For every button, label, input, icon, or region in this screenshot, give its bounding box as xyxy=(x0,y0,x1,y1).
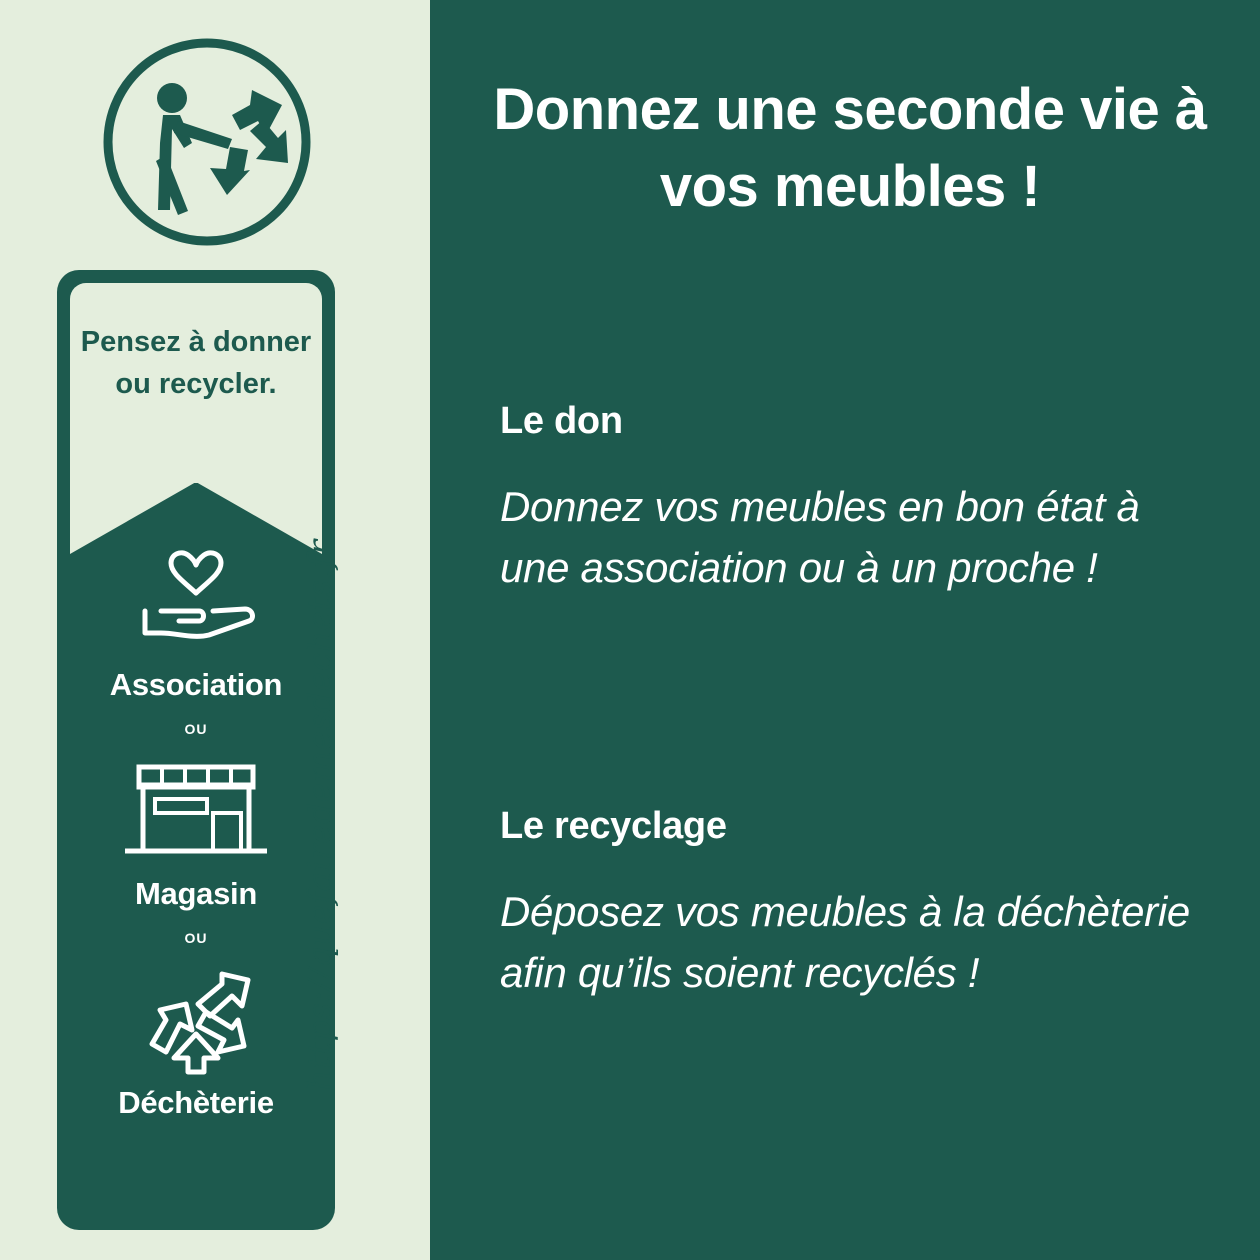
section-title: Le recyclage xyxy=(500,805,727,847)
badge-text: Pensez à donner ou recycler. xyxy=(80,326,312,401)
option-separator: ou xyxy=(184,717,208,739)
shop-icon xyxy=(57,754,335,862)
section-title: Le don xyxy=(500,400,623,442)
page-title: Donnez une seconde vie à vos meubles ! xyxy=(493,77,1207,219)
option-label: Magasin xyxy=(135,876,257,911)
badge-tip xyxy=(70,482,322,554)
option-label: Association xyxy=(109,667,283,702)
section-don xyxy=(500,400,1220,599)
section-body: Donnez vos meubles en bon état à une association ou à un proche ! xyxy=(500,483,1140,591)
hand-heart-icon xyxy=(57,545,335,653)
recycling-center-icon xyxy=(57,963,335,1071)
option-label: Déchèterie xyxy=(118,1085,274,1120)
right-panel xyxy=(430,0,1260,1260)
section-body: Déposez vos meubles à la déchèterie afin qu’ils soient recyclés ! xyxy=(500,888,1190,996)
options-list xyxy=(57,545,335,1121)
list-item xyxy=(57,754,335,949)
section-recyclage xyxy=(500,805,1220,1004)
advice-badge xyxy=(70,283,322,553)
list-item xyxy=(57,545,335,740)
option-separator: ou xyxy=(184,926,208,948)
list-item xyxy=(57,963,335,1121)
website-url-text: https://quefairedemesdechets.fr xyxy=(300,539,339,1091)
person-recycling-icon xyxy=(100,35,315,250)
left-panel xyxy=(0,0,430,1260)
